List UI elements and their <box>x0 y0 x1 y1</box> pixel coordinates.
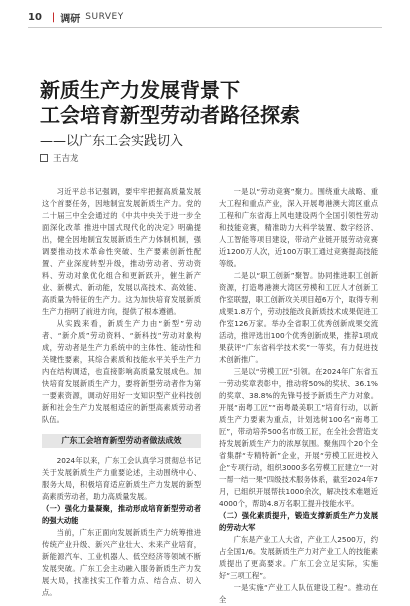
subsection-heading: （二）强化素质提升，锻造支撑新质生产力发展的劳动大军 <box>219 511 378 532</box>
subsection-heading: （一）强化力量凝聚，推动形成培育新型劳动者的强大动能 <box>42 504 201 525</box>
header-divider <box>28 27 382 28</box>
page-header <box>28 10 124 24</box>
author-line <box>40 152 79 164</box>
paragraph: 二是以“职工创新”聚智。协同推进职工创新资源，打造粤港澳大湾区劳模和工匠人才创新工作室联盟，职工创新攻关项目超6万个，取得专利成果1.8万个，劳动技能改良新质技术成果促进工作室126万家。举办全省职工优秀创新成果交流活动，推评选出100个优秀创新成果，推荐1项成果获评“广东省科学技术奖”一等奖，有力促进技术创新推广。 <box>219 271 378 364</box>
section-label-en: SURVEY <box>85 12 124 22</box>
paragraph: 一是以“劳动竞赛”聚力。围绕重大战略、重大工程和重点产业，深入开展粤港澳大湾区重点工程和广东省海上风电建设两个全国引领性劳动和技能竞赛，精准助力大科学装置、数字经济、人工智能等项目建设，带动产业链开展劳动竞赛近1200万人次，近100万职工通过竞赛提高技能等级。 <box>219 187 378 268</box>
title-line-2: 工会培育新型劳动者路径探索 <box>40 103 300 127</box>
paragraph: 2024年以来，广东工会认真学习贯彻总书记关于发展新质生产力重要论述，主动围绕中心、服务大局，积极培育适应新质生产力发展的新型高素质劳动者，助力高质量发展。 <box>42 456 201 501</box>
header-separator: | <box>51 11 56 23</box>
section-heading: 广东工会培育新型劳动者做法成效 <box>42 434 201 448</box>
page-number: 10 <box>28 11 42 23</box>
author-name: 王吉龙 <box>53 154 79 164</box>
paragraph: 一是实施“产业工人队伍建设工程”。推动在全 <box>219 583 378 604</box>
author-box-icon <box>40 154 48 162</box>
paragraph: 当前，广东正面向发展新质生产力统筹推进传统产业升级、新兴产业壮大、未来产业培育，新能源汽车、工业机器人、低空经济等领域不断发展突破。广东工会主动融入服务新质生产力发展大局，找准找实工作着力点、结合点、切入点。 <box>42 528 201 597</box>
left-column <box>42 186 201 599</box>
title-line-1: 新质生产力发展背景下 <box>40 78 240 102</box>
paragraph: 从实践来看，新质生产力由“新型”劳动者、“新介质”劳动资料、“新科技”劳动对象构成，劳动者是生产力系统中的主体性、能动性和关键性要素，其综合素质和技能水平关乎生产力内在结构调适，也直接影响高质量发展成色。加快培育发展新质生产力，要将新型劳动者作为第一要素资源，调动好用好一支知识型产业科技创新和社会生产力发展相适应的新型高素质劳动者队伍。 <box>42 319 201 424</box>
paragraph: 广东是产业工人大省，产业工人2500万，约占全国1/6。发展新质生产力对产业工人的技能素质提出了更高要求。广东工会立足实际，实施好“三项工程”。 <box>219 535 378 580</box>
article-title <box>40 78 380 128</box>
paragraph: 三是以“劳模工匠”引领。在2024年广东省五一劳动奖章表彰中，推动将50%的奖状、36.1%的奖章、38.8%的先锋号授予新质生产力对象。开展“南粤工匠”“南粤最美职工”培育行动，以新质生产力要素为重点，计划选树100名“南粤工匠”，带动培养500名市级工匠，在全社会营造支持发展新质生产力的浓厚氛围。聚焦四个20个全省集群“专精特新”企业，开展“劳模工匠进校入企”专项行动，组织3000多名劳模工匠建立“一对一帮一结一果”四级技术服务体系，截至2024年7月，已组织开展帮扶1000余次，解决技术难题近4000个，帮助4.8万名职工提升技能水平。 <box>219 367 378 508</box>
article-subtitle: ——以广东工会实践切入 <box>40 134 184 149</box>
right-column <box>219 186 378 606</box>
section-label: 调研 <box>60 13 81 25</box>
paragraph: 习近平总书记强调，要牢牢把握高质量发展这个首要任务，因地制宜发展新质生产力。党的二十届三中全会通过的《中共中央关于进一步全面深化改革 推进中国式现代化的决定》明确提出，健全因地制宜发展新质生产力体制机制，强调要推动技术革命性突破、生产要素创新性配置、产业深度转型升级，推动劳动者、劳动资料、劳动对象优化组合和更新跃升，催生新产业、新模式、新动能，发展以高技术、高效能、高质量为特征的生产力。这为加快培育发展新质生产力指明了前进方向，提供了根本遵循。 <box>42 187 201 316</box>
